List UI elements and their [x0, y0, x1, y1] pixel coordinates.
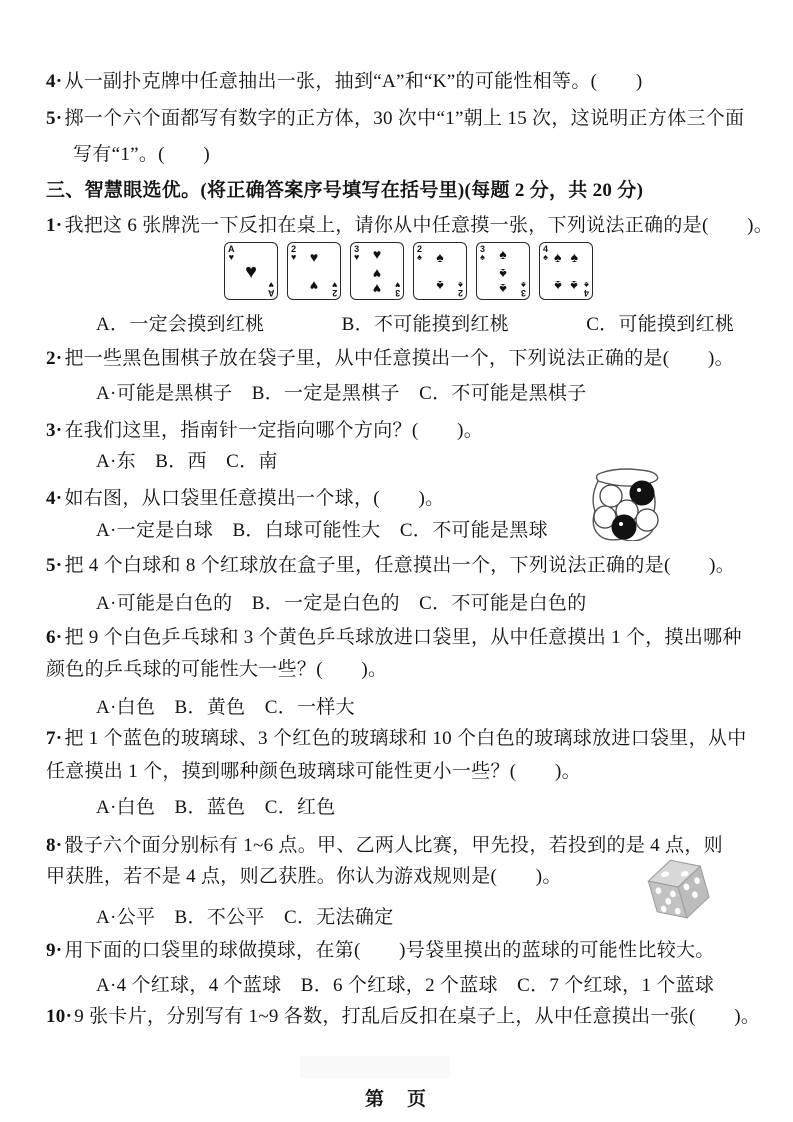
question-4 — [46, 487, 444, 511]
question-8-options — [96, 906, 394, 930]
question-number: 4· — [46, 488, 63, 509]
question-10 — [46, 1005, 760, 1029]
card-ace-hearts — [224, 242, 278, 300]
card-corner-index: 3 ♥ — [354, 244, 360, 262]
spade-pip-icon: ♠ — [499, 248, 507, 264]
spade-pip-icon: ♠ — [436, 277, 444, 293]
question-9 — [46, 939, 715, 963]
question-text: 9 张卡片，分别写有 1~9 各数，打乱后反扣在桌子上，从中任意摸出一张( )。 — [74, 1006, 761, 1027]
question-7-line2 — [46, 760, 581, 784]
section-3-heading — [46, 179, 643, 203]
question-number: 5· — [46, 108, 63, 129]
tf-question-4 — [46, 70, 642, 94]
question-number: 4· — [46, 71, 63, 92]
question-6-line2 — [46, 658, 387, 682]
question-number: 1· — [46, 215, 63, 236]
spade-pip-icon: ♠ — [553, 250, 562, 266]
heart-pip-icon: ♥ — [372, 264, 382, 280]
heart-pip-icon: ♥ — [245, 261, 257, 284]
tf-question-5-line1 — [46, 107, 744, 131]
options-text: A·4 个红球，4 个蓝球 B．6 个红球，2 个蓝球 C．7 个红球，1 个蓝球 — [96, 975, 715, 996]
dice-image — [641, 854, 717, 926]
scan-artifact — [300, 1056, 450, 1078]
card-three-spades — [476, 242, 530, 300]
question-text: 甲获胜，若不是 4 点，则乙获胜。你认为游戏规则是( )。 — [46, 866, 562, 887]
question-3 — [46, 419, 483, 443]
options-text: A·可能是黑棋子 B．一定是黑棋子 C．不可能是黑棋子 — [96, 383, 587, 404]
question-number: 3· — [46, 420, 63, 441]
question-2-options — [96, 382, 587, 406]
card-corner-index: 2 ♠ — [417, 244, 423, 262]
card-two-hearts — [287, 242, 341, 300]
spade-pip-icon: ♠ — [499, 264, 507, 280]
tf-question-5-line2 — [73, 143, 210, 167]
question-number: 9· — [46, 940, 63, 961]
question-4-options — [96, 519, 548, 543]
spade-pip-icon: ♠ — [570, 250, 579, 266]
section-heading-text: 三、智慧眼选优。(将正确答案序号填写在括号里)(每题 2 分，共 20 分) — [46, 180, 644, 201]
options-text: A·白色 B．黄色 C．一样大 — [96, 697, 355, 718]
question-3-options — [96, 450, 278, 474]
question-number: 8· — [46, 835, 63, 856]
options-text: A．一定会摸到红桃 B．不可能摸到红桃 C．可能摸到红桃 — [96, 314, 735, 335]
question-text: 把 9 个白色乒乓球和 3 个黄色乒乓球放进口袋里，从中任意摸出 1 个，摸出哪种 — [64, 627, 742, 648]
card-corner-index: 3 ♠ — [520, 280, 526, 298]
question-number: 10· — [46, 1006, 73, 1027]
question-2 — [46, 347, 734, 371]
spade-pip-icon: ♠ — [570, 277, 579, 293]
spade-pip-icon: ♠ — [499, 279, 507, 295]
card-corner-index: 3 ♠ — [480, 244, 486, 262]
options-text: A·公平 B．不公平 C．无法确定 — [96, 907, 394, 928]
question-text: 从一副扑克牌中任意抽出一张，抽到“A”和“K”的可能性相等。( ) — [64, 71, 643, 92]
options-text: A·一定是白球 B．白球可能性大 C．不可能是黑球 — [96, 520, 548, 541]
page-number-label: 第 页 — [364, 1089, 428, 1110]
question-5-options — [96, 592, 587, 616]
question-text: 任意摸出 1 个，摸到哪种颜色玻璃球可能性更小一些？( )。 — [46, 761, 581, 782]
question-text: 颜色的乒乓球的可能性大一些？( )。 — [46, 659, 388, 680]
question-text: 把 4 个白球和 8 个红球放在盒子里，任意摸出一个，下列说法正确的是( )。 — [64, 555, 736, 576]
heart-pip-icon: ♥ — [372, 279, 382, 295]
card-corner-index: A ♥ — [228, 244, 235, 262]
question-8-line2 — [46, 865, 562, 889]
question-number: 5· — [46, 555, 63, 576]
spade-pip-icon: ♠ — [553, 277, 562, 293]
question-7-line1 — [46, 727, 747, 751]
card-corner-index: 2 ♥ — [331, 280, 337, 298]
question-number: 2· — [46, 348, 63, 369]
question-text: 我把这 6 张牌洗一下反扣在桌上，请你从中任意摸一张，下列说法正确的是( )。 — [64, 215, 774, 236]
question-6-options — [96, 696, 355, 720]
question-text: 把 1 个蓝色的玻璃球、3 个红色的玻璃球和 10 个白色的玻璃球放进口袋里，从中 — [64, 728, 747, 749]
card-three-hearts — [350, 242, 404, 300]
question-1 — [46, 214, 773, 238]
card-corner-index: 4 ♠ — [583, 280, 589, 298]
card-corner-index: 3 ♥ — [394, 280, 400, 298]
question-text: 如右图，从口袋里任意摸出一个球，( )。 — [64, 488, 445, 509]
question-text: 用下面的口袋里的球做摸球，在第( )号袋里摸出的蓝球的可能性比较大。 — [64, 940, 715, 961]
card-corner-index: 4 ♠ — [543, 244, 549, 262]
question-number: 7· — [46, 728, 63, 749]
heart-pip-icon: ♥ — [309, 250, 319, 266]
options-text: A·东 B．西 C．南 — [96, 451, 278, 472]
question-7-options — [96, 796, 336, 820]
bag-of-balls-image — [586, 465, 670, 541]
question-5 — [46, 554, 735, 578]
spade-pip-icon: ♠ — [436, 250, 444, 266]
card-four-spades — [539, 242, 593, 300]
page-footer — [0, 1084, 793, 1111]
card-two-spades — [413, 242, 467, 300]
card-corner-index: 2 ♠ — [457, 280, 463, 298]
heart-pip-icon: ♥ — [372, 248, 382, 264]
card-corner-index: A ♥ — [267, 280, 274, 298]
question-8-line1 — [46, 834, 723, 858]
question-6-line1 — [46, 626, 742, 650]
question-1-options — [96, 313, 734, 337]
question-text: 在我们这里，指南针一定指向哪个方向？( )。 — [64, 420, 483, 441]
heart-pip-icon: ♥ — [309, 277, 319, 293]
playing-cards-row — [224, 242, 593, 300]
options-text: A·可能是白色的 B．一定是白色的 C．不可能是白色的 — [96, 593, 587, 614]
question-text: 把一些黑色围棋子放在袋子里，从中任意摸出一个，下列说法正确的是( )。 — [64, 348, 734, 369]
question-text: 写有“1”。( ) — [73, 144, 211, 165]
card-corner-index: 2 ♥ — [291, 244, 297, 262]
options-text: A·白色 B．蓝色 C．红色 — [96, 797, 336, 818]
question-9-options — [96, 974, 714, 998]
question-text: 掷一个六个面都写有数字的正方体，30 次中“1”朝上 15 次，这说明正方体三个面 — [64, 108, 745, 129]
question-text: 骰子六个面分别标有 1~6 点。甲、乙两人比赛，甲先投，若投到的是 4 点，则 — [64, 835, 723, 856]
question-number: 6· — [46, 627, 63, 648]
